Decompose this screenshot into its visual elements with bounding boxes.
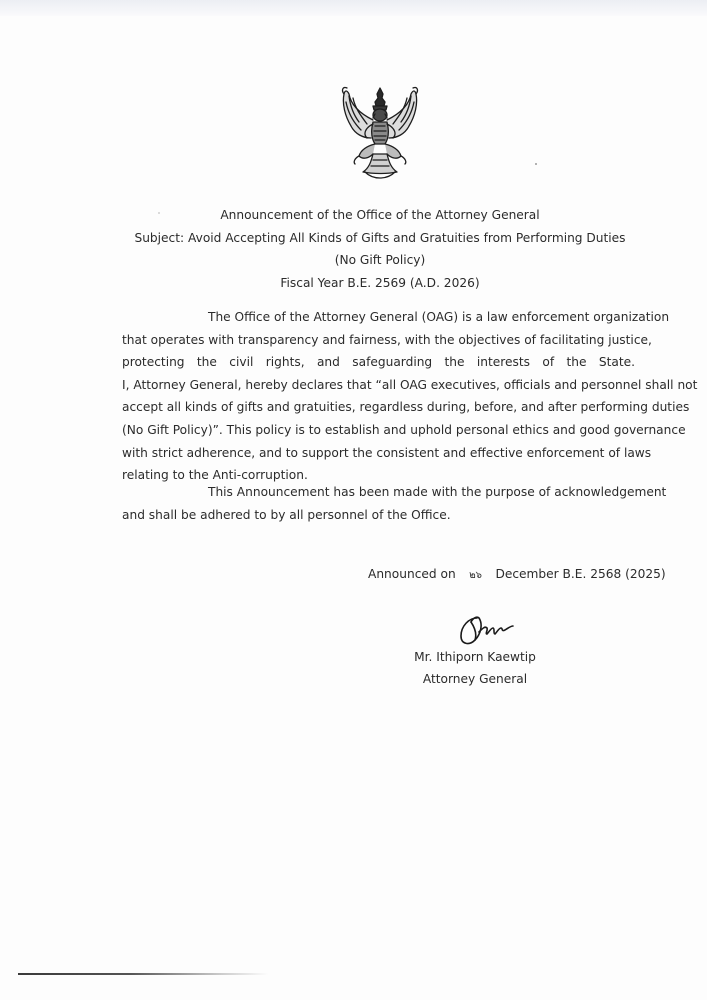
body-paragraph-1	[122, 306, 698, 487]
paragraph-line: accept all kinds of gifts and gratuities, regardless during, before, and after performing duties	[122, 400, 690, 415]
paragraph-line: with strict adherence, and to support the consistent and effective enforcement of laws	[122, 445, 652, 460]
header-subject: Subject: Avoid Accepting All Kinds of Gifts and Gratuities from Performing Duties	[134, 230, 626, 245]
signature-icon	[455, 610, 517, 650]
header-policy-name: (No Gift Policy)	[334, 253, 426, 268]
header-fiscal-year: Fiscal Year B.E. 2569 (A.D. 2026)	[280, 275, 480, 290]
date-suffix: December B.E. 2568 (2025)	[495, 567, 666, 581]
announcement-date	[368, 563, 666, 587]
signer-title: Attorney General	[422, 672, 528, 687]
footer-rule	[18, 973, 268, 975]
paragraph-line: protecting the civil rights, and safeguarding the interests of the State.	[122, 355, 635, 370]
body-paragraph-2	[122, 481, 667, 526]
scan-edge-shade	[0, 0, 707, 16]
announcement-header	[100, 204, 660, 294]
paragraph-line: that operates with transparency and fairness, with the objectives of facilitating justice,	[122, 332, 652, 347]
date-prefix: Announced on	[368, 567, 456, 581]
paragraph-line: relating to the Anti-corruption.	[122, 468, 308, 483]
paragraph-line: The Office of the Attorney General (OAG) is a law enforcement organization	[208, 310, 670, 324]
paragraph-line: (No Gift Policy)”. This policy is to establish and uphold personal ethics and good governance	[122, 422, 686, 437]
paragraph-line: I, Attorney General, hereby declares that “all OAG executives, officials and personnel shall not	[122, 377, 698, 392]
scan-speck	[158, 212, 160, 214]
header-title: Announcement of the Office of the Attorney General	[220, 208, 540, 222]
date-day-handwritten: ๒๖	[469, 570, 483, 581]
garuda-emblem-icon	[333, 84, 427, 182]
paragraph-line: This Announcement has been made with the purpose of acknowledgement	[208, 485, 667, 499]
scan-speck	[535, 163, 537, 165]
signer-block	[400, 646, 550, 691]
paragraph-line: and shall be adhered to by all personnel of the Office.	[122, 507, 451, 522]
signer-name: Mr. Ithiporn Kaewtip	[414, 650, 536, 664]
